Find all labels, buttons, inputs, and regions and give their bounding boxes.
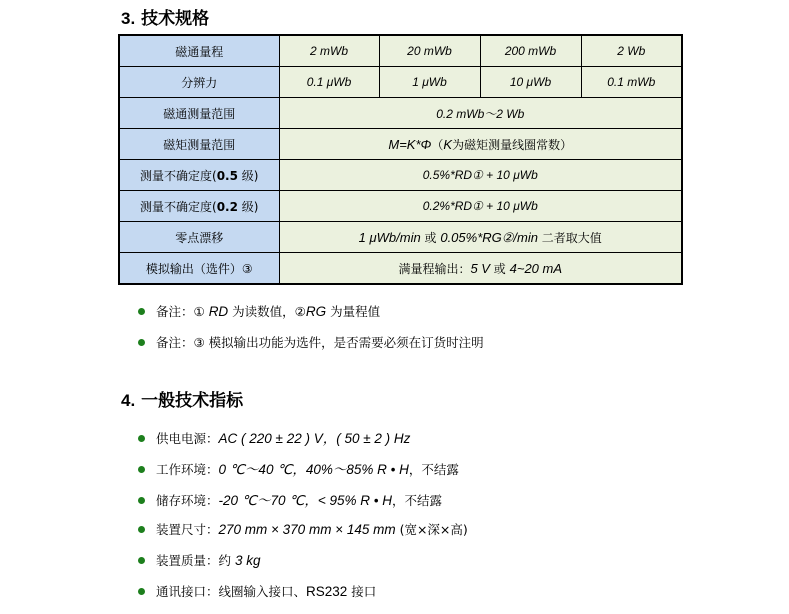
label-text: 级)	[237, 168, 259, 183]
cell-value: 0.2%*RD① + 10 μWb	[279, 191, 682, 222]
cell-value: 10 μWb	[480, 67, 581, 98]
cell-value	[279, 222, 682, 253]
item-label: 装置尺寸：	[156, 522, 219, 537]
output-current: 4~20 mA	[509, 260, 563, 276]
row-label: 磁通量程	[119, 35, 279, 67]
note-item	[138, 333, 484, 351]
row-label: 模拟输出（选件）③	[119, 253, 279, 285]
row-label	[119, 160, 279, 191]
cell-value: 200 mWb	[480, 35, 581, 67]
value-rule: 二者取大值	[537, 230, 602, 245]
table-row	[119, 35, 682, 67]
row-label: 零点漂移	[119, 222, 279, 253]
label-text: 测量不确定度(	[140, 168, 217, 183]
bullet-icon	[138, 526, 145, 533]
table-row	[119, 222, 682, 253]
cell-value: 2 mWb	[279, 35, 379, 67]
section-number: 3.	[121, 9, 136, 28]
section-title: 技术规格	[141, 9, 210, 29]
spec-table	[118, 34, 683, 285]
item-note: 接口	[347, 584, 377, 599]
value-or: 或	[420, 230, 441, 245]
item-value: AC ( 220 ± 22 ) V，( 50 ± 2 ) Hz	[218, 431, 411, 446]
label-text: 级)	[237, 199, 259, 214]
table-row	[119, 191, 682, 222]
output-label: 满量程输出：	[398, 261, 471, 276]
section-4-heading	[121, 386, 243, 411]
item-note: ，不结露	[408, 462, 459, 477]
item-label: 通讯接口：线圈输入接口、	[156, 584, 307, 599]
value-b: 0.05%*RG②/min	[440, 229, 538, 245]
cell-value: 2 Wb	[581, 35, 682, 67]
bullet-icon	[138, 435, 145, 442]
item-label: 供电电源：	[156, 431, 219, 446]
item-value: 3 kg	[234, 553, 261, 568]
note-symbol: RD	[208, 304, 229, 319]
cell-value	[279, 129, 682, 160]
cell-value: 0.5%*RD① + 10 μWb	[279, 160, 682, 191]
bullet-icon	[138, 588, 145, 595]
item-label: 装置质量：约	[156, 553, 235, 568]
row-label	[119, 191, 279, 222]
cell-value: 20 mWb	[379, 35, 480, 67]
table-row	[119, 253, 682, 285]
constant-desc: 为磁矩测量线圈常数）	[452, 137, 573, 152]
cell-value: 1 μWb	[379, 67, 480, 98]
note-text: 备注：①	[156, 304, 209, 319]
output-voltage: 5 V	[470, 260, 490, 276]
section-title: 一般技术指标	[141, 391, 244, 411]
item-value: RS232	[306, 584, 348, 599]
formula: M=K*Φ	[388, 136, 432, 152]
note-text: 为量程值	[326, 304, 381, 319]
list-item	[138, 582, 376, 600]
list-item	[138, 458, 459, 478]
item-label: 储存环境：	[156, 493, 219, 508]
bullet-icon	[138, 466, 145, 473]
item-value: -20 ℃～70 ℃，< 95% R • H	[218, 493, 392, 508]
item-note: (宽×深×高)	[395, 522, 468, 537]
note-text: 备注：③ 模拟输出功能为选件，是否需要必须在订货时注明	[156, 335, 484, 350]
item-value: 0 ℃～40 ℃，40%～85% R • H	[218, 462, 409, 477]
table-row	[119, 98, 682, 129]
note-item	[138, 302, 380, 320]
cell-value: 0.1 μWb	[279, 67, 379, 98]
section-number: 4.	[121, 391, 136, 410]
item-label: 工作环境：	[156, 462, 219, 477]
value-or: 或	[489, 261, 510, 276]
label-text: 测量不确定度(	[140, 199, 217, 214]
constant-symbol: K	[443, 136, 453, 152]
row-label: 分辨力	[119, 67, 279, 98]
bullet-icon	[138, 557, 145, 564]
list-item	[138, 489, 442, 509]
bullet-icon	[138, 339, 145, 346]
row-label: 磁通测量范围	[119, 98, 279, 129]
bullet-icon	[138, 497, 145, 504]
list-item	[138, 520, 468, 538]
cell-value	[279, 253, 682, 285]
list-item	[138, 551, 261, 569]
note-text: 为读数值，②	[228, 304, 306, 319]
item-value: 270 mm × 370 mm × 145 mm	[218, 522, 396, 537]
note-symbol: RG	[305, 304, 327, 319]
section-3-heading	[121, 4, 209, 29]
cell-value: 0.2 mWb～2 Wb	[279, 98, 682, 129]
paren-open: （	[431, 137, 444, 152]
item-note: ，不结露	[392, 493, 443, 508]
cell-value: 0.1 mWb	[581, 67, 682, 98]
bullet-icon	[138, 308, 145, 315]
table-row	[119, 160, 682, 191]
row-label: 磁矩测量范围	[119, 129, 279, 160]
label-grade: 0.5	[216, 168, 238, 183]
label-grade: 0.2	[216, 199, 238, 214]
list-item	[138, 427, 410, 447]
table-row	[119, 67, 682, 98]
value-a: 1 μWb/min	[358, 229, 421, 245]
table-row	[119, 129, 682, 160]
